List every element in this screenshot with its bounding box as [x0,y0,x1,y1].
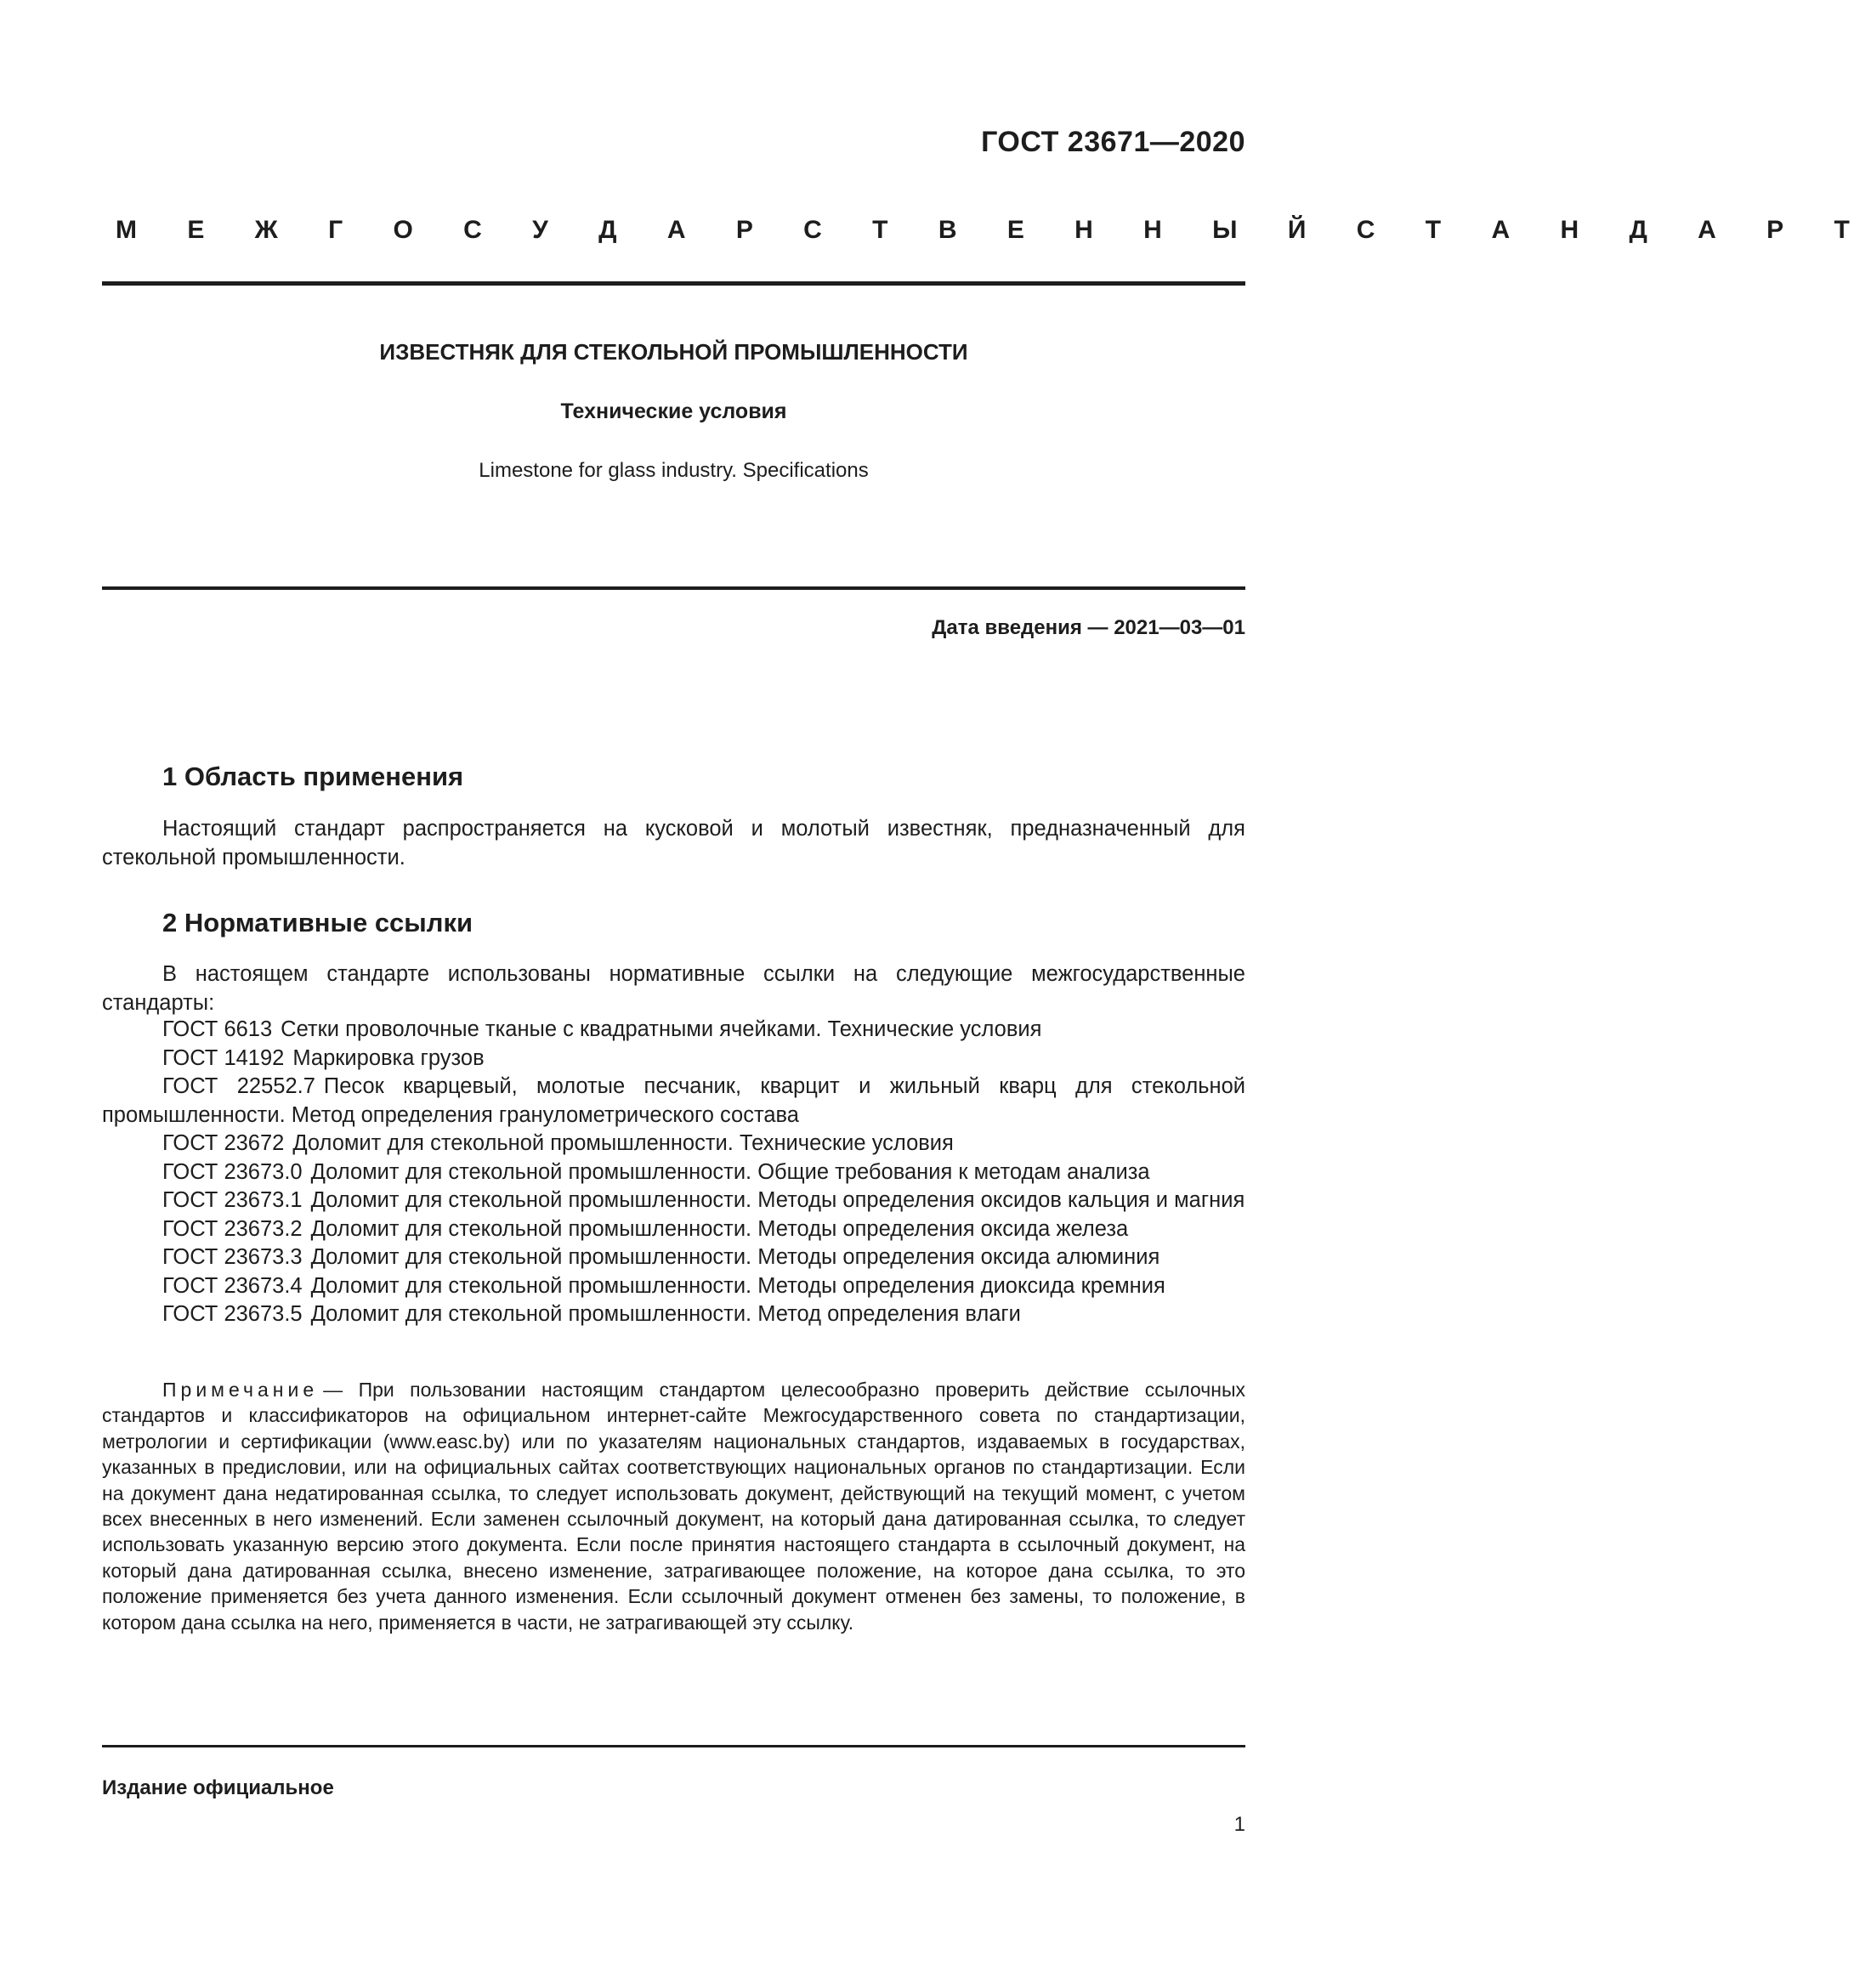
section-2-heading: 2 Нормативные ссылки [162,908,473,937]
footer-rule [102,1745,1245,1747]
interstate-standard-heading: М Е Ж Г О С У Д А Р С Т В Е Н Н Ы Й С Т А Н Д А Р Т [116,216,1871,244]
reference-item [102,1130,1245,1158]
reference-item [102,1045,1245,1073]
note-label: Примечание [162,1379,319,1401]
reference-code: ГОСТ 23673.2 [162,1216,303,1241]
reference-code: ГОСТ 6613 [162,1017,273,1041]
reference-item [102,1187,1245,1215]
title-rule [102,586,1245,590]
reference-title: Песок кварцевый, молотые песчаник, кварцит и жильный кварц для стекольной промышленности. Метод определения гранулометрического состава [102,1074,1245,1127]
section-1-heading: 1 Область применения [162,762,464,791]
reference-code: ГОСТ 23673.3 [162,1245,303,1269]
introduction-date: Дата введения — 2021—03—01 [932,616,1245,639]
page-number: 1 [1233,1813,1245,1836]
reference-title: Доломит для стекольной промышленности. Методы определения оксида алюминия [310,1245,1160,1269]
gost-code: ГОСТ 23671—2020 [981,126,1245,158]
reference-title: Доломит для стекольной промышленности. Методы определения оксида железа [310,1216,1129,1241]
reference-item [102,1215,1245,1244]
reference-title: Доломит для стекольной промышленности. Метод определения влаги [310,1302,1021,1326]
reference-title: Маркировка грузов [292,1045,485,1070]
official-edition-label: Издание официальное [102,1776,334,1799]
reference-code: ГОСТ 23672 [162,1131,285,1155]
document-subtitle: Технические условия [560,399,787,423]
note-paragraph [102,1377,1245,1635]
reference-code: ГОСТ 23673.0 [162,1159,303,1184]
reference-item [102,1158,1245,1187]
section-2-text: В настоящем стандарте использованы нормативные ссылки на следующие межгосударственные стандарты: [102,962,1245,1015]
document-title: ИЗВЕСТНЯК ДЛЯ СТЕКОЛЬНОЙ ПРОМЫШЛЕННОСТИ [379,339,968,365]
reference-code: ГОСТ 23673.5 [162,1302,303,1326]
reference-code: ГОСТ 23673.1 [162,1188,303,1212]
reference-item [102,1272,1245,1301]
reference-title: Доломит для стекольной промышленности. Технические условия [292,1131,954,1155]
reference-item [102,1300,1245,1329]
reference-item [102,1243,1245,1272]
reference-title: Доломит для стекольной промышленности. Методы определения диоксида кремния [310,1273,1165,1298]
document-title-english: Limestone for glass industry. Specifications [479,459,869,482]
section-1-text: Настоящий стандарт распространяется на кусковой и молотый известняк, предназначенный для стекольной промышленности. [102,817,1245,869]
reference-code: ГОСТ 22552.7 [162,1074,315,1098]
header-rule [102,281,1245,286]
reference-title: Сетки проволочные тканые с квадратными ячейками. Технические условия [281,1017,1042,1041]
reference-title: Доломит для стекольной промышленности. Методы определения оксидов кальция и магния [310,1188,1245,1212]
reference-item [102,1073,1245,1130]
note-text: — При пользовании настоящим стандартом целесообразно проверить действие ссылочных стандартов и классификаторов на официальном интернет-сайте Межгосударственного совета по стандартизации, метрологии и сертификации (www.easc.by) или по указателям национальных стандартов, издаваемых в государствах, указанных в предисловии, или на официальных сайтах соответствующих национальных органов по стандартизации. Если на документ дана недатированная ссылка, то следует использовать документ, действующий на текущий момент, с учетом всех внесенных в него изменений. Если заменен ссылочный документ, на который дана датированная ссылка, то следует использовать указанную версию этого документа. Если после принятия настоящего стандарта в ссылочный документ, на который дана датированная ссылка, внесено изменение, затрагивающее положение, на которое дана ссылка, то это положение применяется без учета данного изменения. Если ссылочный документ отменен без замены, то положение, в котором дана ссылка на него, применяется в части, не затрагивающей эту ссылку. [102,1379,1245,1634]
reference-code: ГОСТ 23673.4 [162,1273,303,1298]
reference-code: ГОСТ 14192 [162,1045,285,1070]
reference-title: Доломит для стекольной промышленности. Общие требования к методам анализа [310,1159,1150,1184]
references-list [102,1016,1245,1329]
reference-item [102,1016,1245,1045]
